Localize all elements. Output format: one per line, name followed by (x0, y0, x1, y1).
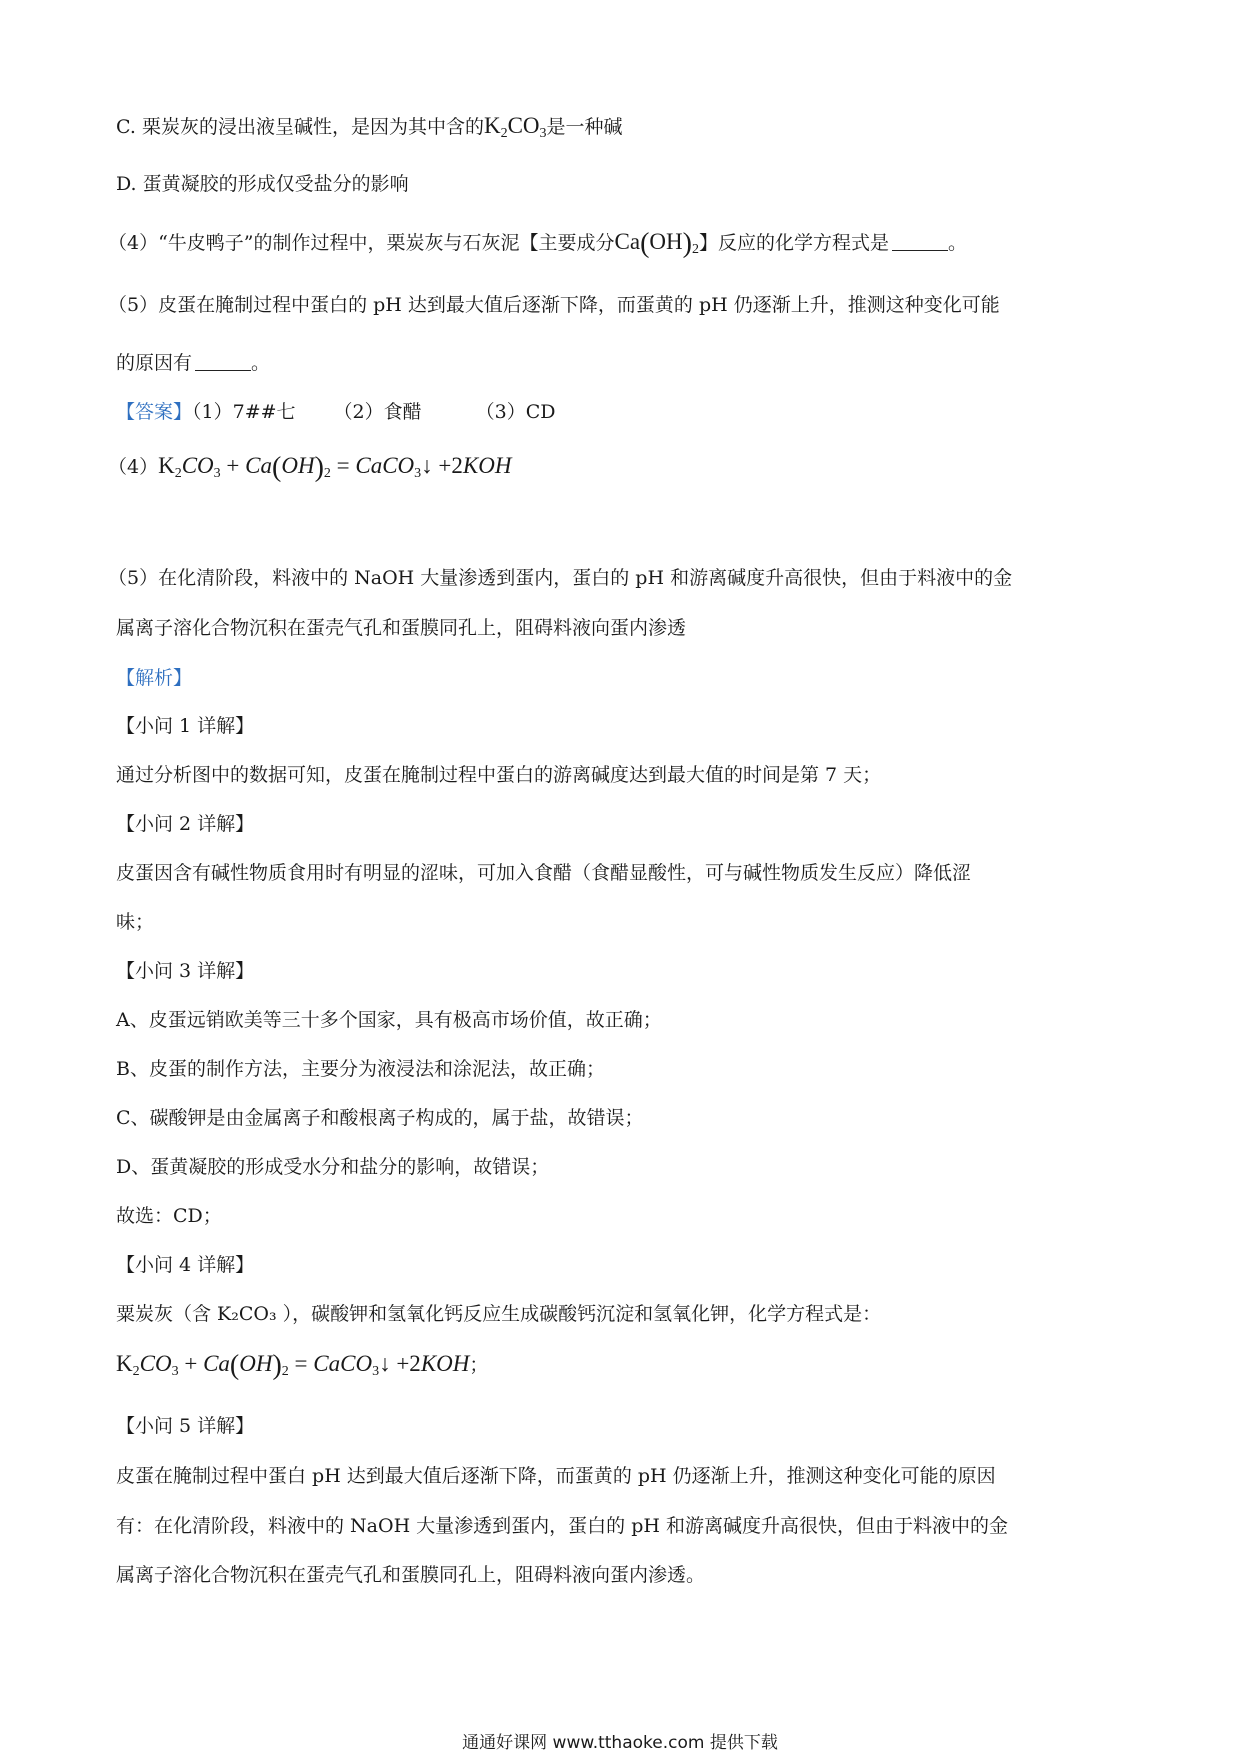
q1-head: 【小问 1 详解】 (116, 715, 255, 737)
q3-head: 【小问 3 详解】 (116, 960, 255, 982)
question-4-suffix: 】反应的化学方程式是 (698, 232, 889, 254)
q3-option-a: A、皮蛋远销欧美等三十多个国家，具有极高市场价值，故正确； (116, 1009, 662, 1031)
q3-option-c: C、碳酸钾是由金属离子和酸根离子构成的，属于盐，故错误； (116, 1107, 644, 1129)
question-4-text: （4）“牛皮鸭子”的制作过程中，栗炭灰与石灰泥【主要成分 (108, 232, 615, 254)
answer-1: （1）7##七 (192, 401, 296, 423)
answer-blank-5 (195, 352, 251, 371)
question-4-end: 。 (948, 232, 968, 254)
q3-option-d: D、蛋黄凝胶的形成受水分和盐分的影响，故错误； (116, 1156, 550, 1178)
answer-3: （3）CD (475, 401, 556, 423)
answer-4 (108, 452, 511, 482)
answer-5-line2: 属离子溶化合物沉积在蛋壳气孔和蛋膜同孔上，阻碍料液向蛋内渗透 (116, 617, 687, 639)
question-5-line2 (116, 349, 270, 377)
q1-text: 通过分析图中的数据可知，皮蛋在腌制过程中蛋白的游离碱度达到最大值的时间是第 7 天； (116, 764, 882, 786)
q5-line2: 有：在化清阶段，料液中的 NaOH 大量渗透到蛋内，蛋白的 pH 和游离碱度升高很快，但由于料液中的金 (116, 1515, 1008, 1537)
answer-row (116, 398, 556, 426)
q4-head: 【小问 4 详解】 (116, 1254, 255, 1276)
answer-5-line1: （5）在化清阶段，料液中的 NaOH 大量渗透到蛋内，蛋白的 pH 和游离碱度升高很快，但由于料液中的金 (108, 567, 1013, 589)
q4-equation-row (116, 1350, 488, 1380)
formula-k2co3: $K_2CO_3$ (483, 113, 547, 141)
answer-2: （2）食醋 (333, 401, 422, 423)
q3-select: 故选：CD； (116, 1205, 222, 1227)
question-4 (108, 228, 967, 258)
question-5-line1: （5）皮蛋在腌制过程中蛋白的 pH 达到最大值后逐渐下降，而蛋黄的 pH 仍逐渐上升，推测这种变化可能 (108, 294, 1000, 316)
q5-head: 【小问 5 详解】 (116, 1415, 255, 1437)
option-c-suffix: 是一种碱 (546, 116, 623, 138)
q2-head: 【小问 2 详解】 (116, 813, 255, 835)
q3-option-b: B、皮蛋的制作方法，主要分为液浸法和涂泥法，故正确； (116, 1058, 605, 1080)
q4-end: ； (469, 1354, 489, 1376)
analysis-tag: 【解析】 (116, 667, 193, 689)
answer-4-label: （4） (108, 456, 159, 478)
answer-4-equation: $K_2CO_3 + Ca(OH)_2$ = CaCO$_3$↓ +2KOH (158, 452, 512, 483)
q5-line3: 属离子溶化合物沉积在蛋壳气孔和蛋膜同孔上，阻碍料液向蛋内渗透。 (116, 1564, 706, 1586)
q2-line1: 皮蛋因含有碱性物质食用时有明显的涩味，可加入食醋（食醋显酸性，可与碱性物质发生反应）降低涩 (116, 862, 972, 884)
option-c-text: C. 栗炭灰的浸出液呈碱性，是因为其中含的 (116, 116, 484, 138)
formula-caoh2: $Ca(OH)_2$ (614, 228, 699, 259)
q5-line1: 皮蛋在腌制过程中蛋白 pH 达到最大值后逐渐下降，而蛋黄的 pH 仍逐渐上升，推测这种变化可能的原因 (116, 1465, 996, 1487)
option-d: D. 蛋黄凝胶的形成仅受盐分的影响 (116, 173, 409, 195)
answer-tag: 【答案】 (116, 401, 193, 423)
question-5-text: 的原因有 (116, 352, 193, 374)
question-5-end: 。 (251, 352, 271, 374)
q2-line2: 味； (116, 911, 155, 933)
q4-equation: $K_2CO_3 + Ca(OH)_2$ = CaCO$_3$↓ +2KOH (116, 1350, 470, 1381)
option-c (116, 112, 623, 141)
footer-text: 通通好课网 www.tthaoke.com 提供下载 (462, 1733, 778, 1753)
q4-text: 粟炭灰（含 K₂CO₃ ），碳酸钾和氢氧化钙反应生成碳酸钙沉淀和氢氧化钾，化学方程式是： (116, 1303, 882, 1325)
answer-blank (892, 232, 948, 251)
